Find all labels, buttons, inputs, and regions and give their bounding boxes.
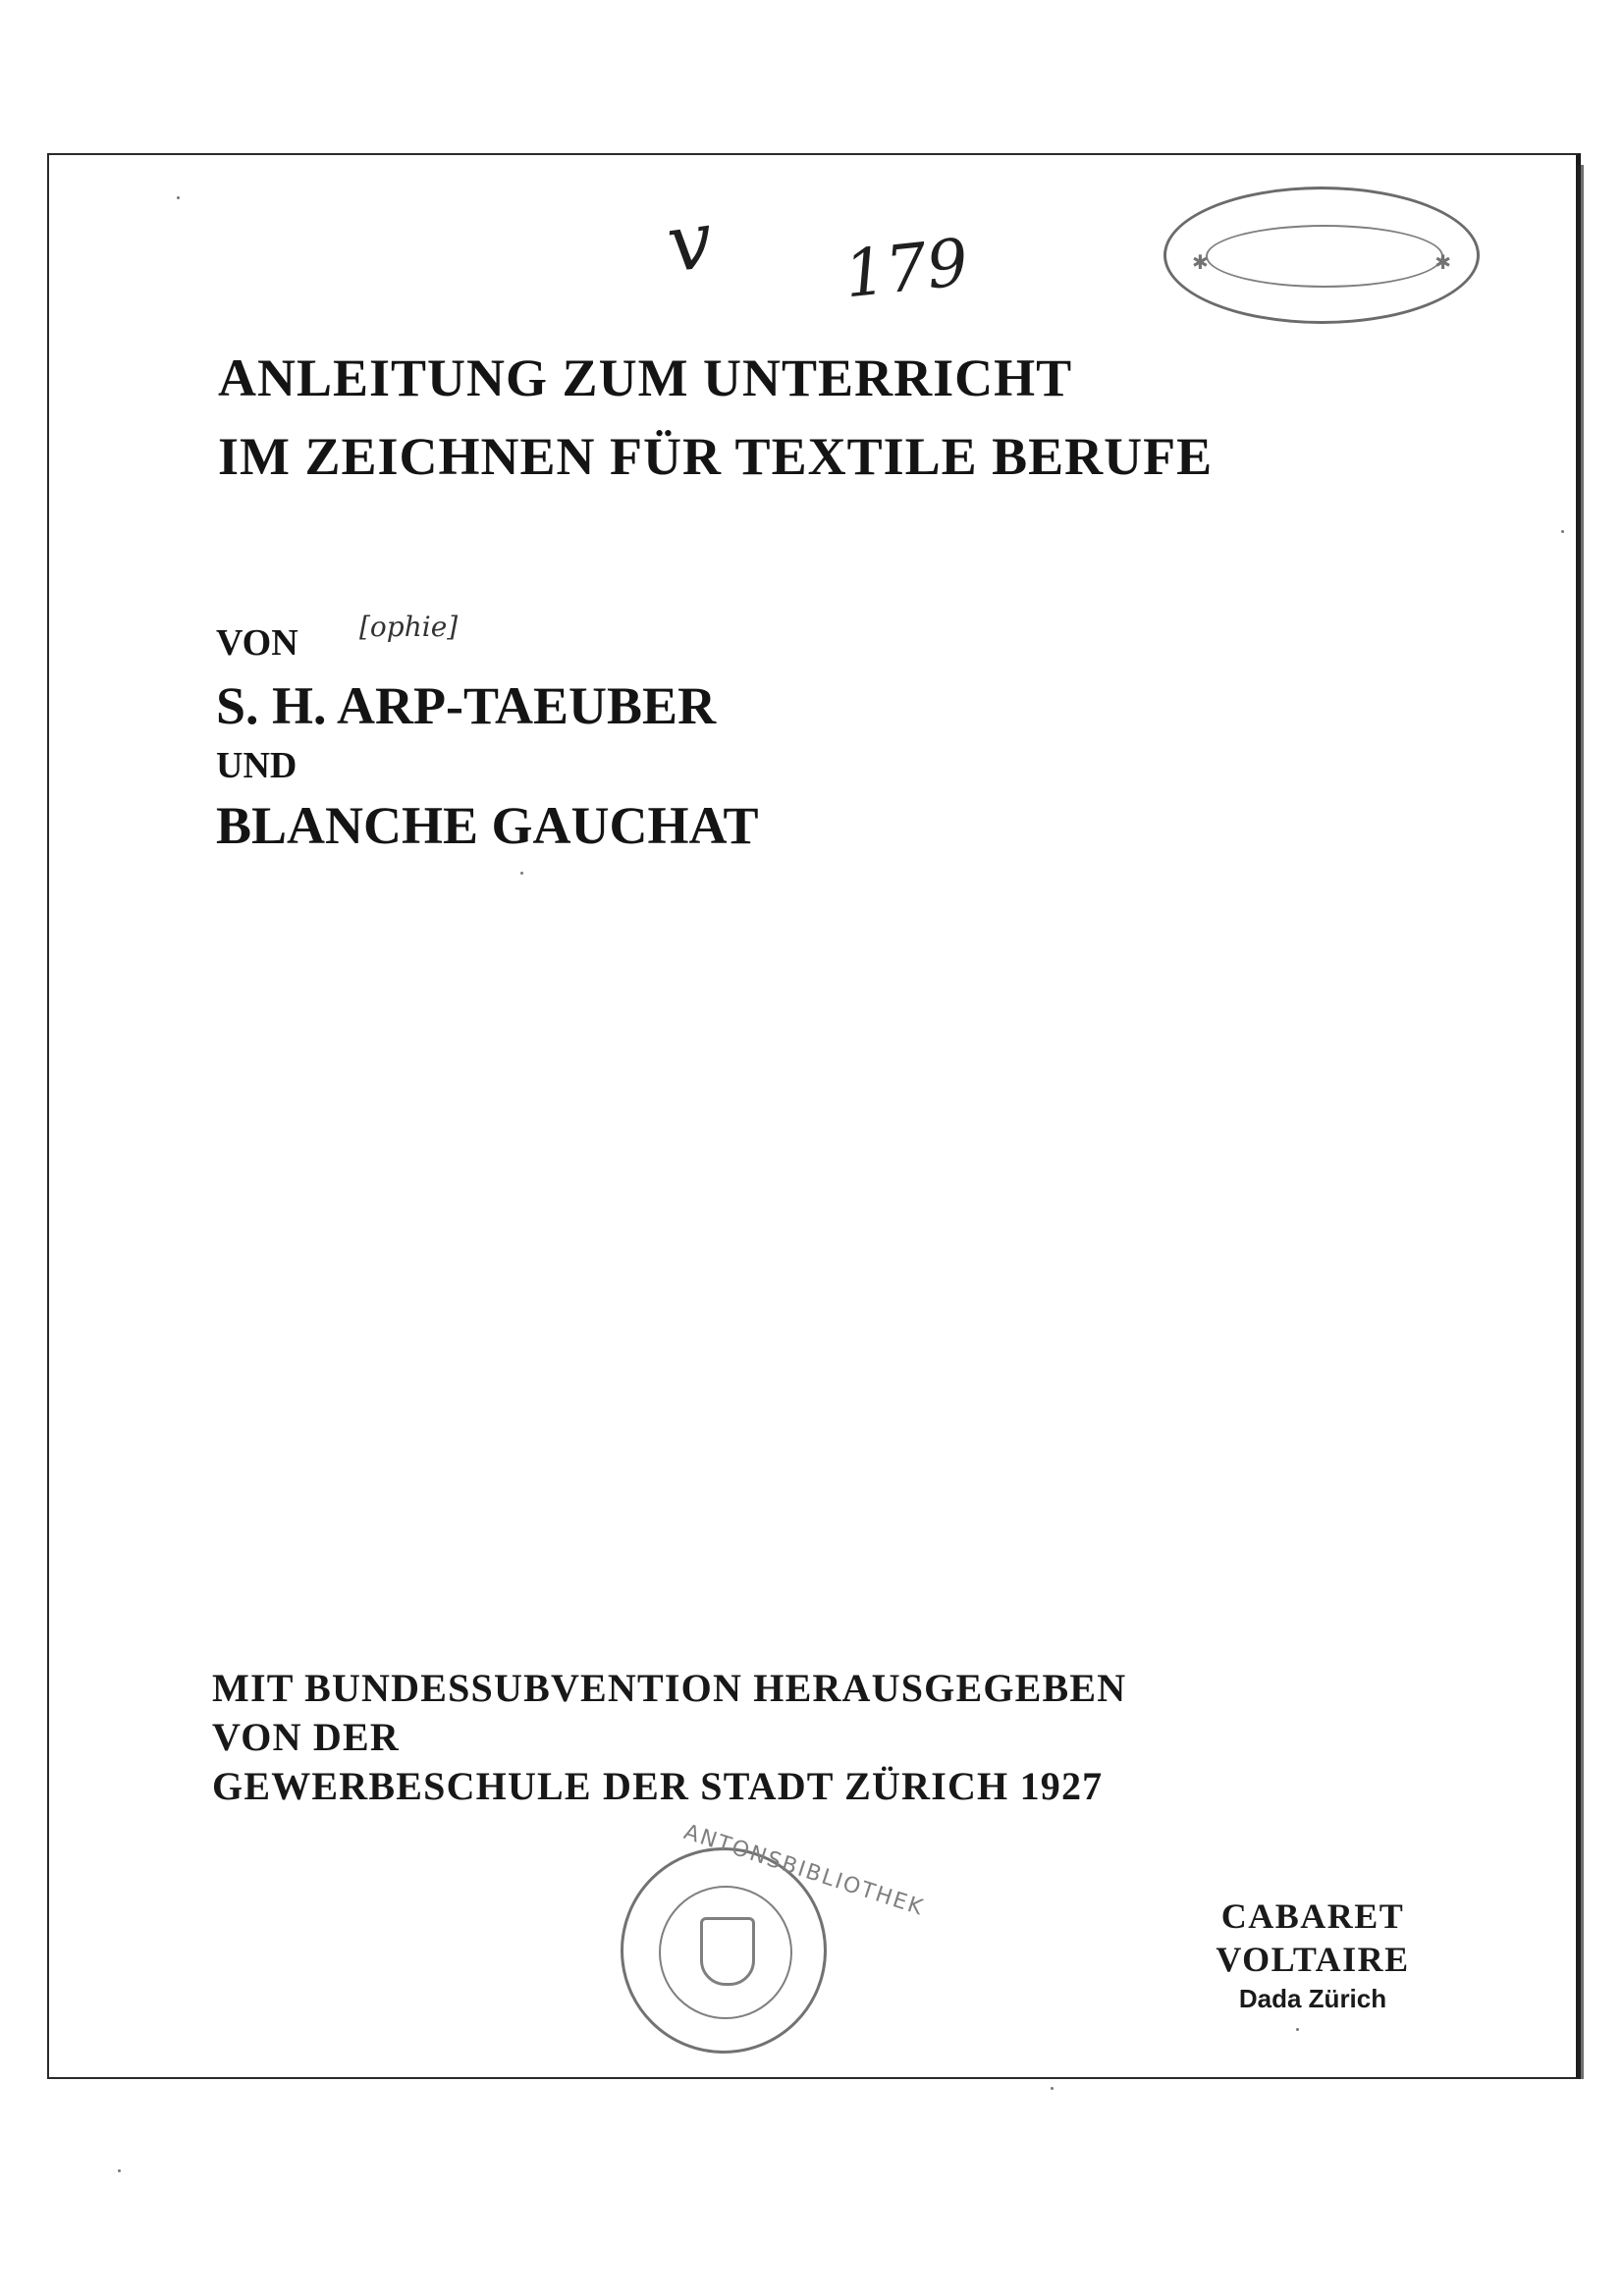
stamp-inner-oval xyxy=(1206,225,1443,288)
library-stamp-top xyxy=(1163,187,1480,324)
author-block xyxy=(216,616,759,862)
paper-speck xyxy=(177,196,180,199)
publisher-line-1: MIT BUNDESSUBVENTION HERAUSGEGEBEN xyxy=(212,1666,1127,1710)
paper-speck xyxy=(1296,2028,1299,2031)
stamp-star-left: ✱ xyxy=(1192,252,1209,274)
cabaret-voltaire-stamp xyxy=(1136,1895,1489,2016)
title-line-2: IM ZEICHNEN FÜR TEXTILE BERUFE xyxy=(218,427,1214,486)
stamp-arc-text: ANTONSBIBLIOTHEK xyxy=(680,1820,928,1921)
von-label: VON xyxy=(216,622,298,664)
author-1-name: S. H. ARP-TAEUBER xyxy=(216,676,717,735)
paper-speck xyxy=(520,872,523,875)
library-stamp-bottom xyxy=(621,1820,928,2054)
title-line-1: ANLEITUNG ZUM UNTERRICHT xyxy=(218,348,1073,407)
paper-speck xyxy=(1561,530,1564,533)
cabaret-subtitle: Dada Zürich xyxy=(1238,1984,1387,2013)
author-2-name: BLANCHE GAUCHAT xyxy=(216,796,759,855)
publisher-line-2: VON DER xyxy=(212,1715,400,1759)
handwritten-annotation: [ophie] xyxy=(359,611,459,643)
page-edge-shadow xyxy=(1577,165,1584,2079)
paper-speck xyxy=(1051,2087,1054,2090)
stamp-star-right: ✱ xyxy=(1434,252,1451,274)
book-title xyxy=(218,339,1213,496)
paper-speck xyxy=(118,2169,121,2172)
publisher-line-3: GEWERBESCHULE DER STADT ZÜRICH 1927 xyxy=(212,1764,1104,1808)
shield-icon xyxy=(700,1917,755,1986)
handwritten-shelf-number: 179 xyxy=(840,224,972,313)
handwritten-mark: v xyxy=(661,193,719,291)
publisher-block xyxy=(212,1664,1126,1811)
und-label: UND xyxy=(216,745,298,786)
cabaret-title: CABARET VOLTAIRE xyxy=(1216,1896,1410,1979)
